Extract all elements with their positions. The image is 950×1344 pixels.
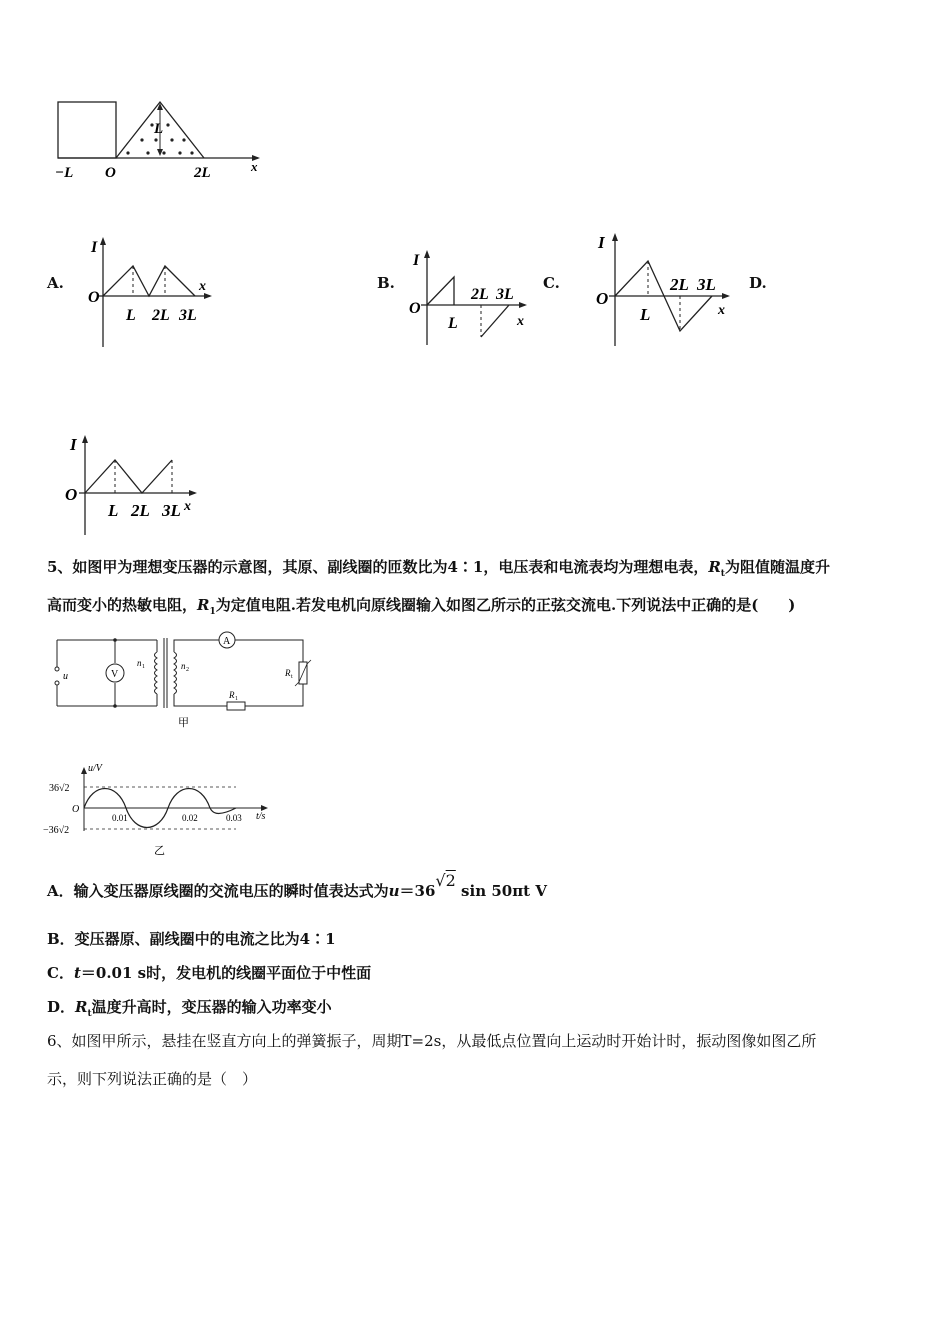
graph-a-curve [103, 266, 195, 296]
svg-text:2L: 2L [670, 275, 689, 294]
svg-text:3L: 3L [697, 275, 716, 294]
option-d-letter[interactable]: D. [749, 274, 767, 292]
option-a-letter[interactable]: A. [47, 274, 64, 292]
option-b-letter[interactable]: B. [377, 274, 395, 292]
q6-line-2: 示，则下列说法正确的是（ ） [47, 1070, 258, 1088]
svg-text:I: I [413, 252, 420, 269]
svg-text:−36√2: −36√2 [43, 825, 70, 836]
q5-option-b[interactable]: B．变压器原、副线圈中的电流之比为4∶1 [47, 930, 336, 948]
svg-text:O: O [72, 804, 80, 815]
field-diagram [50, 95, 270, 185]
label-origin: O [105, 165, 116, 181]
q5-line-1: 5、如图甲为理想变压器的示意图，其原、副线圈的匝数比为4∶1，电压表和电流表均为理想电表，$R_t$为阻值随温度升 [47, 558, 830, 579]
svg-text:O: O [409, 300, 421, 317]
svg-text:n: n [181, 661, 186, 671]
svg-text:I: I [91, 239, 98, 256]
graph-b-curve [427, 277, 454, 305]
svg-text:0.01: 0.01 [112, 813, 128, 823]
square-coil [58, 102, 116, 158]
label-x: x [251, 159, 258, 174]
svg-text:2L: 2L [131, 501, 150, 520]
graph-d [60, 430, 210, 540]
height-label: L [154, 121, 164, 137]
source-terminal-top [55, 667, 59, 671]
svg-text:L: L [108, 501, 119, 520]
q5-option-c[interactable]: C．t＝0.01 s时，发电机的线圈平面位于中性面 [47, 964, 372, 982]
graph-d-curve [85, 460, 172, 493]
svg-text:2L: 2L [152, 307, 170, 324]
svg-text:I: I [70, 435, 77, 454]
svg-text:1: 1 [235, 696, 238, 702]
svg-text:t/s: t/s [256, 811, 266, 822]
svg-text:3L: 3L [179, 307, 197, 324]
svg-text:O: O [65, 485, 78, 504]
resistor-r1 [227, 702, 245, 710]
svg-text:t: t [291, 674, 293, 680]
height-arrow-down [157, 149, 163, 156]
q6-line-1: 6、如图甲所示，悬挂在竖直方向上的弹簧振子，周期T=2s，从最低点位置向上运动时开始计时，振动图像如图乙所 [47, 1032, 817, 1050]
svg-text:L: L [126, 307, 136, 324]
graph-a [85, 232, 220, 352]
graph-c [590, 228, 740, 350]
circuit-caption: 甲 [178, 717, 189, 729]
primary-coil [155, 652, 158, 694]
option-c-letter[interactable]: C. [543, 274, 560, 292]
svg-text:3L: 3L [162, 501, 181, 520]
svg-text:L: L [448, 315, 458, 332]
q5-option-d[interactable]: D．$R_t$温度升高时，变压器的输入功率变小 [47, 998, 332, 1019]
secondary-coil [174, 652, 177, 694]
svg-text:2: 2 [186, 667, 189, 673]
svg-text:O: O [596, 289, 609, 308]
source-terminal-bottom [55, 681, 59, 685]
svg-text:R: R [229, 690, 235, 700]
svg-text:1: 1 [142, 664, 145, 670]
transformer-circuit [45, 622, 325, 737]
label-2l: 2L [194, 165, 211, 181]
svg-text:n: n [137, 658, 142, 668]
svg-text:L: L [640, 305, 651, 324]
svg-text:O: O [88, 289, 100, 306]
svg-text:x: x [199, 279, 206, 294]
svg-text:V: V [111, 669, 119, 680]
svg-text:0.03: 0.03 [226, 813, 242, 823]
svg-text:0.02: 0.02 [182, 813, 198, 823]
svg-text:2L: 2L [471, 286, 489, 303]
svg-text:R: R [285, 668, 291, 678]
svg-text:I: I [598, 233, 605, 252]
voltage-waveform [40, 756, 280, 861]
graph-b [405, 245, 540, 350]
svg-text:u/V: u/V [88, 763, 102, 774]
svg-text:x: x [184, 499, 191, 514]
svg-text:36√2: 36√2 [49, 783, 70, 794]
svg-text:u: u [63, 671, 68, 682]
wave-caption: 乙 [154, 845, 165, 857]
label-neg-l: −L [55, 165, 74, 181]
q5-option-a[interactable]: A．输入变压器原线圈的交流电压的瞬时值表达式为u＝36√2 sin 50πt V [47, 871, 547, 900]
q5-line-2: 高而变小的热敏电阻，$R_1$为定值电阻.若发电机向原线圈输入如图乙所示的正弦交流电.下列说法中正确的是( ) [47, 596, 796, 617]
svg-text:A: A [223, 636, 231, 647]
svg-text:3L: 3L [496, 286, 514, 303]
svg-text:x: x [517, 314, 524, 329]
svg-text:x: x [718, 303, 725, 318]
